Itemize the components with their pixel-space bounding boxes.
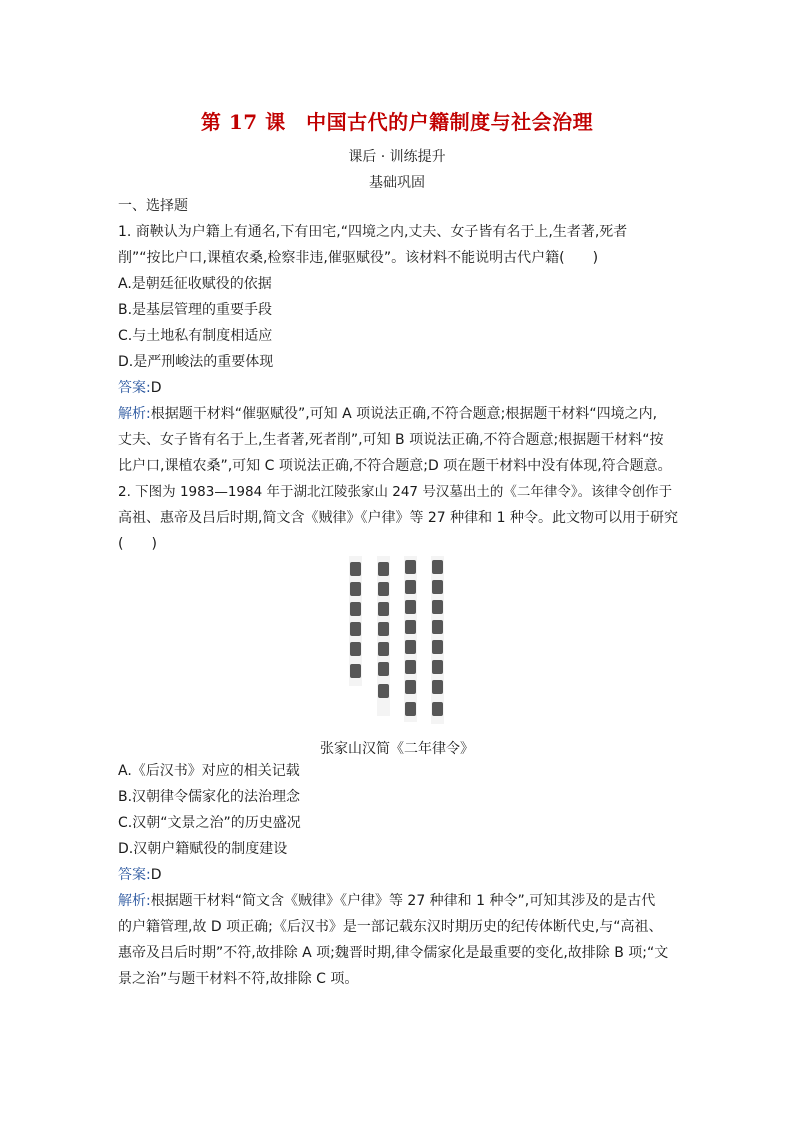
q2-option-b: B.汉朝律令儒家化的法治理念 — [118, 789, 301, 805]
q2-option-c: C.汉朝“文景之治”的历史盛况 — [118, 815, 301, 831]
q2-stem-line-1: 2. 下图为 1983—1984 年于湖北江陵张家山 247 号汉墓出土的《二年律令》。该律令创作于 — [118, 484, 673, 500]
q2-analysis-line-4: 景之治”与题干材料不符,故排除 C 项。 — [118, 971, 359, 987]
q2-analysis-text-1: 根据题干材料“简文含《贼律》《户律》等 27 种律和 1 种令”,可知其涉及的是古代 — [150, 893, 656, 909]
subtitle: 课后 · 训练提升 — [348, 149, 446, 165]
q1-answer-label: 答案: — [118, 380, 151, 396]
bamboo-slip-3 — [404, 556, 417, 722]
image-caption: 张家山汉简《二年律令》 — [320, 741, 474, 757]
part-heading: 一、选择题 — [118, 198, 188, 214]
bamboo-slip-2 — [377, 556, 390, 716]
bamboo-slip-4 — [431, 556, 444, 724]
q1-analysis-text-1: 根据题干材料“催驱赋役”,可知 A 项说法正确,不符合题意;根据题干材料“四境之内, — [150, 406, 658, 422]
q1-option-b: B.是基层管理的重要手段 — [118, 302, 273, 318]
q2-analysis-label: 解析: — [118, 893, 151, 909]
q1-analysis-label: 解析: — [118, 406, 151, 422]
q1-analysis-line-2: 丈夫、女子皆有名于上,生者著,死者削”,可知 B 项说法正确,不符合题意;根据题干材料“按 — [118, 432, 664, 448]
q1-analysis-line-1 — [118, 401, 678, 427]
q2-option-d: D.汉朝户籍赋役的制度建设 — [118, 841, 288, 857]
q1-option-a: A.是朝廷征收赋役的依据 — [118, 276, 272, 292]
q1-answer-value: D — [150, 380, 162, 396]
q1-analysis-line-3: 比户口,课植农桑”,可知 C 项说法正确,不符合题意;D 项在题干材料中没有体现,符合题意。 — [118, 458, 672, 474]
q2-answer — [118, 862, 678, 888]
bamboo-slips-image — [345, 556, 455, 724]
q1-answer — [118, 375, 678, 401]
q2-option-a: A.《后汉书》对应的相关记载 — [118, 763, 300, 779]
q2-answer-value: D — [150, 867, 162, 883]
bamboo-slip-1 — [349, 556, 362, 686]
q2-answer-label: 答案: — [118, 867, 151, 883]
q2-analysis-line-1 — [118, 888, 678, 914]
q2-analysis-line-3: 惠帝及吕后时期”不符,故排除 A 项;魏晋时期,律令儒家化是最重要的变化,故排除 B 项;“文 — [118, 945, 669, 961]
q1-stem-line-1: 1. 商鞅认为户籍上有通名,下有田宅,“四境之内,丈夫、女子皆有名于上,生者著,死者 — [118, 224, 628, 240]
q2-stem-line-3: ( ) — [118, 536, 157, 552]
section-heading: 基础巩固 — [369, 175, 425, 191]
q2-stem-line-2: 高祖、惠帝及吕后时期,简文含《贼律》《户律》等 27 种律和 1 种令。此文物可以用于研究 — [118, 510, 678, 526]
q2-analysis-line-2: 的户籍管理,故 D 项正确;《后汉书》是一部记载东汉时期历史的纪传体断代史,与“高祖、 — [118, 919, 663, 935]
q1-stem-line-2: 削”“按比户口,课植农桑,检察非违,催驱赋役”。该材料不能说明古代户籍( ) — [118, 250, 599, 266]
lesson-title: 第 17 课 中国古代的户籍制度与社会治理 — [200, 110, 594, 134]
q1-option-c: C.与土地私有制度相适应 — [118, 328, 273, 344]
q1-option-d: D.是严刑峻法的重要体现 — [118, 354, 274, 370]
